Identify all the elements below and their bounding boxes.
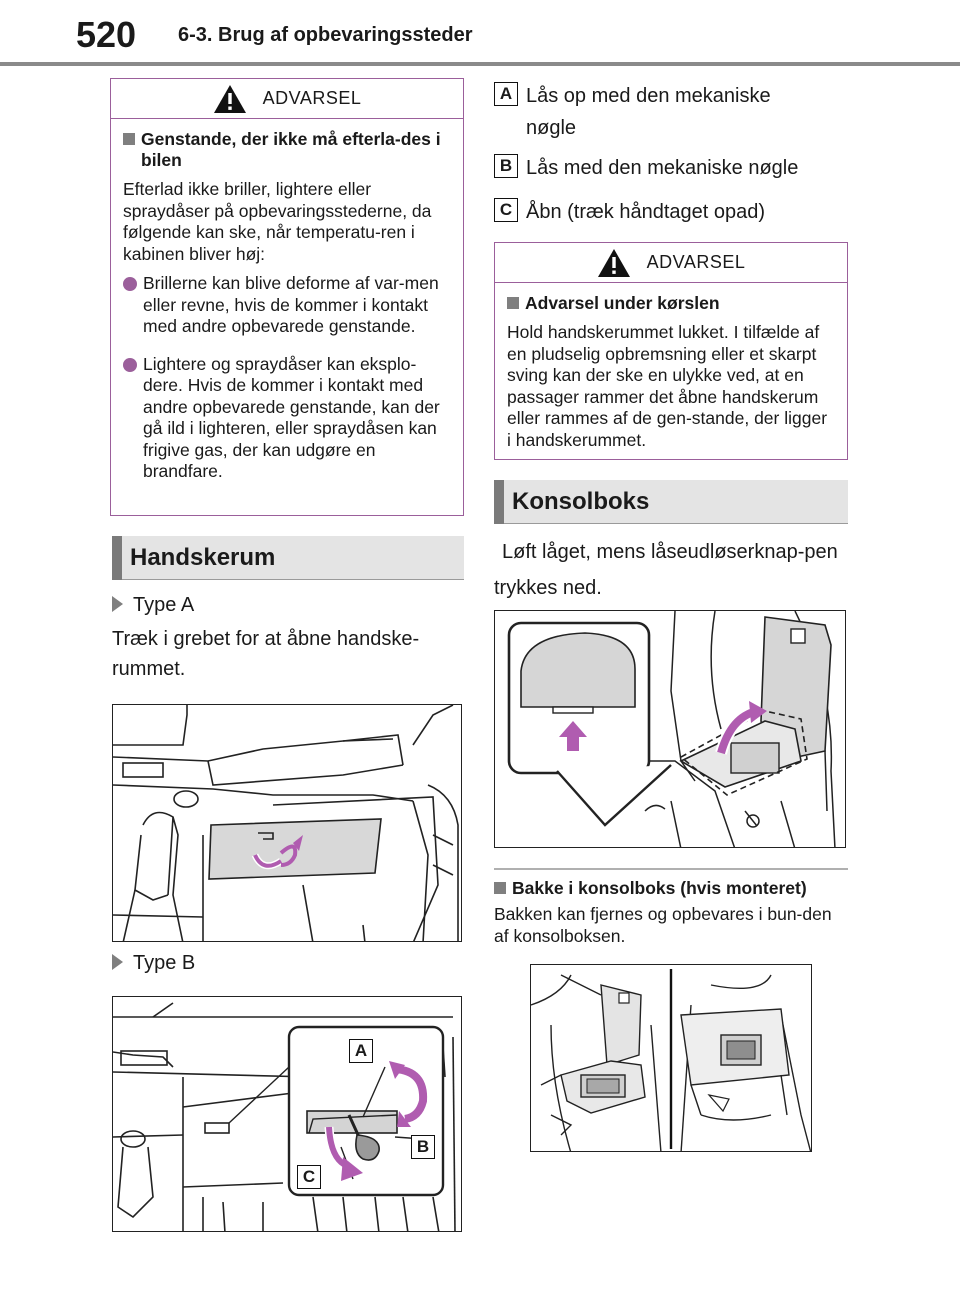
glovebox-type-a-illustration xyxy=(113,705,462,942)
square-bullet-icon xyxy=(507,297,519,309)
warning-bullet-text: Brillerne kan blive deforme af var-men eller revne, hvis de kommer i kontakt med andre opbevarede genstande. xyxy=(143,273,439,336)
console-box-figure xyxy=(494,610,846,848)
warning-subheading xyxy=(507,293,831,314)
section-heading-konsolboks xyxy=(494,480,848,524)
warning-triangle-icon xyxy=(597,248,631,278)
warning-box-stored-items xyxy=(110,78,464,516)
section-heading-handskerum xyxy=(112,536,464,580)
warning-subheading-text: Genstande, der ikke må efterla-des i bilen xyxy=(141,129,441,170)
console-tray-subheading-text: Bakke i konsolboks (hvis monteret) xyxy=(512,878,807,898)
legend-letter-b: B xyxy=(494,154,518,178)
legend-letter-c: C xyxy=(494,198,518,222)
console-tray-figure xyxy=(530,964,812,1152)
legend-text-c: Åbn (træk håndtaget opad) xyxy=(526,201,766,223)
console-tray-illustration xyxy=(531,965,812,1152)
legend-text-b: Lås med den mekaniske nøgle xyxy=(526,157,799,179)
legend-text-a: Lås op med den mekaniske nøgle xyxy=(526,85,771,139)
warning-text: Hold handskerummet lukket. I tilfælde af en pludselig opbremsning eller et skarpt sving kan der ske en ulykke ved, at en passager rammer det åbne handskerum eller rammes af de gen-stande, der ligger i handskerummet. xyxy=(507,322,828,450)
konsolboks-description: Løft låget, mens låseudløserknap-pen trykkes ned. xyxy=(494,541,838,599)
divider xyxy=(494,868,848,870)
type-a-label: Type A xyxy=(112,590,194,620)
circle-bullet-icon xyxy=(123,358,137,372)
warning-label: ADVARSEL xyxy=(646,252,746,272)
warning-subheading xyxy=(123,129,447,171)
warning-bullet xyxy=(123,354,447,483)
figure-callout-b: B xyxy=(411,1135,435,1159)
section-heading-text: Handskerum xyxy=(130,543,276,571)
type-b-label: Type B xyxy=(112,948,195,978)
warning-intro: Efterlad ikke briller, lightere eller spraydåser på opbevaringsstederne, da følgende kan ske, når temperatu-ren i kabinen bliver høj: xyxy=(123,179,432,264)
figure-callout-c: C xyxy=(297,1165,321,1189)
circle-bullet-icon xyxy=(123,277,137,291)
page-number: 520 xyxy=(76,14,137,55)
section-heading-text: Konsolboks xyxy=(512,487,650,515)
warning-subheading-text: Advarsel under kørslen xyxy=(525,293,720,313)
glovebox-type-b-illustration xyxy=(113,997,462,1232)
glovebox-type-a-figure xyxy=(112,704,462,942)
warning-label: ADVARSEL xyxy=(262,88,362,108)
triangle-bullet-icon xyxy=(112,954,123,970)
warning-bullet xyxy=(123,273,447,338)
warning-triangle-icon xyxy=(213,84,247,114)
legend-letter-a: A xyxy=(494,82,518,106)
triangle-bullet-icon xyxy=(112,596,123,612)
figure-callout-a: A xyxy=(349,1039,373,1063)
console-tray-subheading xyxy=(494,878,854,899)
glovebox-type-b-figure xyxy=(112,996,462,1232)
type-a-description: Træk i grebet for at åbne handske-rummet. xyxy=(112,628,420,680)
warning-box-driving xyxy=(494,242,848,460)
square-bullet-icon xyxy=(494,882,506,894)
warning-header xyxy=(111,79,463,119)
section-title: 6-3. Brug af opbevaringssteder xyxy=(178,24,473,46)
square-bullet-icon xyxy=(123,133,135,145)
console-tray-text: Bakken kan fjernes og opbevares i bun-den af konsolboksen. xyxy=(494,904,832,946)
console-box-illustration xyxy=(495,611,846,848)
header-rule xyxy=(0,62,960,66)
warning-header xyxy=(495,243,847,283)
warning-bullet-text: Lightere og spraydåser kan eksplo-dere. Hvis de kommer i kontakt med andre opbevarede genstande, kan der gå ild i lighteren, eller spraydåsen kan frigive gas, der kan udgøre en brandfare. xyxy=(143,353,440,481)
